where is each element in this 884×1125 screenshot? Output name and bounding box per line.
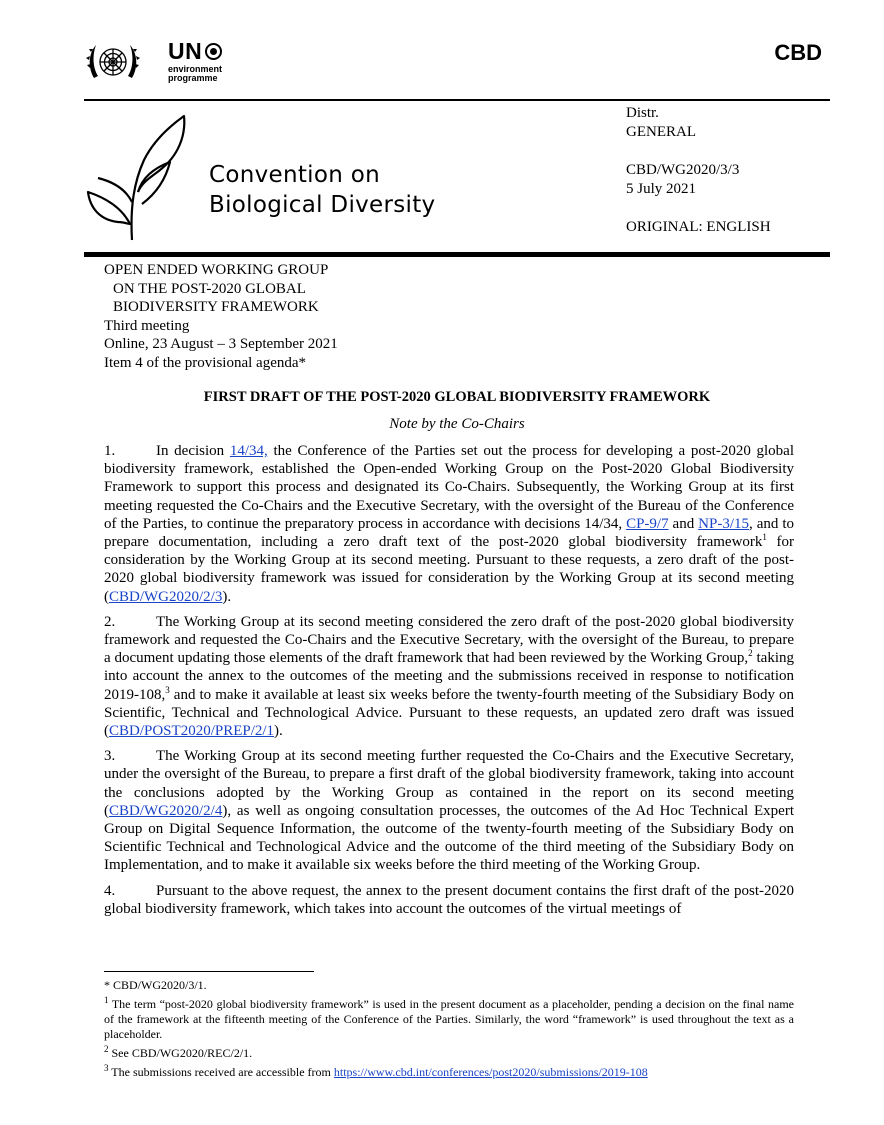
meeting-line-5: Online, 23 August – 3 September 2021 [104,336,338,352]
cbd-tag: CBD [774,40,822,65]
paragraph-text: and [668,515,699,532]
header-thick-rule [84,252,830,257]
footnote-mark: 1 [104,995,109,1005]
un-wordmark: UN [168,38,203,64]
footnote-text: The term “post-2020 global biodiversity framework” is used in the present document as a placeholder, pending a decision on the final name of the framework at the fifteenth meeting of the Conference of the Parties. Similarly, the word “framework” is used throughout the text as a placeholder. [104,997,794,1041]
footnote-mark: 3 [104,1063,109,1073]
paragraph-text: taking into account the annex to the outcomes of the meeting and the submissions received in response to notification 2019-108, [104,650,794,703]
paragraph-text: ). [222,588,232,605]
cp-9-7-link[interactable]: CP-9/7 [626,515,669,532]
paragraph-4 [104,882,794,918]
paragraph-number: 1. [104,443,116,459]
document-symbol: CBD/WG2020/3/3 [626,162,740,178]
paragraph-text: and to make it available at least six weeks before the twenty-fourth meeting of the Subsidiary Body on Scientific, Technical and Technological Advice. Pursuant to these requests, an updated zero draft was issued ( [104,686,794,740]
document-note: Note by the Co-Chairs [389,416,525,432]
meeting-line-4: Third meeting [104,317,190,334]
cbd-leaf-icon [84,112,190,242]
submissions-link[interactable]: https://www.cbd.int/conferences/post2020/submissions/2019-108 [333,1065,648,1079]
environment-globe-icon [205,43,222,60]
footnote-3 [104,1065,794,1080]
np-3-15-link[interactable]: NP-3/15 [698,515,750,532]
paragraph-text: ). [274,723,283,740]
paragraph-text: the Conference of the Parties set out the process for developing a post-2020 global biodiversity framework, established the Open-ended Working Group on the Post-2020 Global Biodiversity Framework to support this process and designated its Co-Chairs. Subsequently, the Working Group at its first meeting requested the Co-Chairs and the Executive Secretary, with the oversight of the Bureau of the Conference of the Parties, to continue the preparatory process in accordance with decisions 14/34, [104,443,795,532]
decision-14-34-link[interactable]: 14/34, [229,443,268,459]
meeting-line-1: OPEN ENDED WORKING GROUP [104,262,329,278]
original-language: ORIGINAL: ENGLISH [626,219,771,235]
footnotes [104,978,794,1084]
paragraph-text: for consideration by the Working Group at its second meeting. Pursuant to these requests, a zero draft of the post-2020 global biodiversity framework was issued for consideration by the Working Group at its second meeting ( [104,534,794,605]
convention-title-line-2: Biological Diversity [209,192,436,218]
meeting-line-2: ON THE POST-2020 GLOBAL [113,280,306,297]
wg2020-2-3-link[interactable]: CBD/WG2020/2/3 [109,588,223,605]
distribution-block [626,104,771,237]
footnote-star: * CBD/WG2020/3/1. [104,978,207,992]
distr-label: Distr. [626,105,659,121]
paragraph-3 [104,747,794,874]
convention-title-line-1: Convention on [209,162,380,188]
meeting-line-3: BIODIVERSITY FRAMEWORK [113,299,319,315]
header-rule [84,99,830,101]
footnote-text: See CBD/WG2020/REC/2/1. [108,1046,253,1060]
un-sub-line-2: programme [168,73,218,83]
footnote-text: The submissions received are accessible from [108,1065,334,1079]
un-environment-logo [168,40,222,83]
paragraph-text: ), as well as ongoing consultation processes, the outcomes of the Ad Hoc Technical Expert Group on Digital Sequence Information, the outcome of the twenty-fourth meeting of the Subsidiary Body on Scientific Technical and Technological Advice and the outcome of the third meeting of the Subsidiary Body on Implementation, and to make it available six weeks before the third meeting of the Working Group. [104,802,794,874]
paragraph-text: In decision [156,443,230,459]
document-body [104,442,794,925]
paragraph-1 [104,442,794,606]
footnote-1 [104,997,794,1042]
paragraph-number: 4. [104,882,116,899]
footnote-separator [104,971,314,972]
distr-general: GENERAL [626,124,696,140]
paragraph-text: The Working Group at its second meeting further requested the Co-Chairs and the Executive Secretary, under the oversight of the Bureau, to prepare a first draft of the global biodiversity framework, taking into account the conclusions adopted by the Working Group as contained in the report on its second meeting ( [104,748,794,819]
wg2020-2-4-link[interactable]: CBD/WG2020/2/4 [109,802,223,819]
paragraph-number: 2. [104,613,116,630]
document-date: 5 July 2021 [626,181,697,197]
paragraph-text: , and to prepare documentation, including a zero draft text of the post-2020 global biodiversity framework [104,515,794,551]
paragraph-number: 3. [104,748,116,765]
convention-title [209,160,435,220]
footnote-ref-1: 1 [762,532,767,543]
footnote-ref-2: 2 [748,648,753,659]
paragraph-2 [104,613,794,740]
paragraph-text: The Working Group at its second meeting considered the zero draft of the post-2020 global biodiversity framework and requested the Co-Chairs and the Executive Secretary, with the oversight of the Bureau, to prepare a document updating those elements of the draft framework that had been reviewed by the Working Group, [104,613,794,667]
document-title: FIRST DRAFT OF THE POST-2020 GLOBAL BIODIVERSITY FRAMEWORK [203,389,711,405]
paragraph-text: Pursuant to the above request, the annex to the present document contains the first draft of the post-2020 global biodiversity framework, which takes into account the outcomes of the virtual meetings of [104,882,794,917]
footnote-mark: 2 [104,1044,109,1054]
un-sub-line-1: environment [168,64,223,74]
footnote-ref-3: 3 [165,684,170,695]
post2020-prep-2-1-link[interactable]: CBD/POST2020/PREP/2/1 [109,723,275,740]
meeting-line-6: Item 4 of the provisional agenda* [104,354,307,371]
footnote-2 [104,1046,794,1061]
meeting-info [104,261,338,372]
un-emblem-icon [84,38,142,88]
